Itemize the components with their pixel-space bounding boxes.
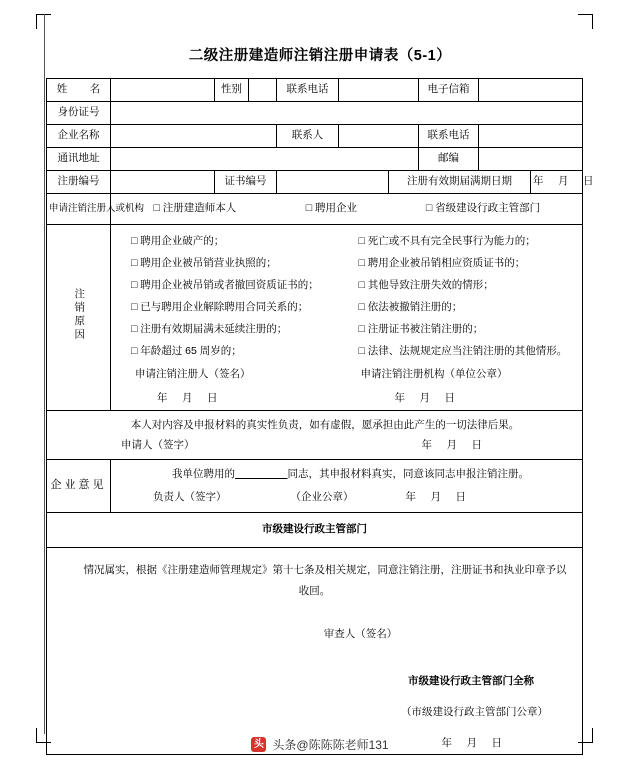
reason-item[interactable]: □ 注册有效期届满未延续注册的； xyxy=(131,323,288,336)
watermark-text: 头条@陈陈陈老师131 xyxy=(272,738,389,752)
label-reason: 注销原因 xyxy=(47,225,111,411)
table-row-id xyxy=(47,102,583,125)
company-opinion-date[interactable]: 年 月 日 xyxy=(405,491,468,503)
label-contact-person: 联系人 xyxy=(277,125,339,148)
reason-item[interactable]: □ 注册证书被注销注册的； xyxy=(358,323,484,336)
page-title: 二级注册建造师注销注册申请表（5-1） xyxy=(188,48,452,64)
label-id-number: 身份证号 xyxy=(47,102,111,125)
company-opinion-seal: （企业公章） xyxy=(290,491,354,503)
label-expiry-date: 注册有效期届满期日期 xyxy=(389,171,531,194)
label-gender: 性别 xyxy=(215,79,249,102)
reason-item[interactable]: □ 依法被撤销注册的； xyxy=(358,301,463,314)
field-company-name[interactable] xyxy=(111,125,277,148)
reason-content xyxy=(111,225,583,411)
company-opinion-signature-row xyxy=(113,485,580,509)
reason-item[interactable]: □ 法律、法规规定应当注销注册的其他情形。 xyxy=(358,345,568,358)
field-email[interactable] xyxy=(479,79,583,102)
toutiao-logo-icon: 头 xyxy=(251,737,266,752)
label-certificate-number: 证书编号 xyxy=(215,171,277,194)
reason-item[interactable]: □ 聘用企业被吊销或者撤回资质证书的； xyxy=(131,279,319,292)
table-row-company xyxy=(47,125,583,148)
checkbox-option-authority[interactable]: □ 省级建设行政主管部门 xyxy=(425,202,541,215)
crop-mark-top-right xyxy=(578,14,593,29)
field-name[interactable] xyxy=(111,79,215,102)
company-opinion-text xyxy=(113,463,580,485)
label-company-opinion: 企业意见 xyxy=(47,460,111,513)
authority-date[interactable]: 年 月 日 xyxy=(441,737,504,749)
reason-item[interactable]: □ 聘用企业破产的； xyxy=(131,235,225,248)
applicant-type-options xyxy=(111,194,583,225)
label-company-name: 企业名称 xyxy=(47,125,111,148)
reason-signature-organization: 申请注销注册机构（单位公章） xyxy=(360,368,508,381)
label-applicant-type: 申请注销注册人或机构 xyxy=(47,194,111,225)
label-address: 通讯地址 xyxy=(47,148,111,171)
authority-org-name: 市级建设行政主管部门全称 xyxy=(408,675,534,687)
table-row-registration xyxy=(47,171,583,194)
field-phone[interactable] xyxy=(339,79,419,102)
reason-item[interactable]: □ 聘用企业被吊销相应资质证书的； xyxy=(358,257,526,270)
table-row-name xyxy=(47,79,583,102)
watermark xyxy=(0,736,640,753)
table-row-reason xyxy=(47,225,583,411)
checkbox-option-company[interactable]: □ 聘用企业 xyxy=(305,202,357,215)
reason-signature-applicant: 申请注销注册人（签名） xyxy=(135,368,251,381)
label-phone: 联系电话 xyxy=(277,79,339,102)
checkbox-option-self[interactable]: □ 注册建造师本人 xyxy=(153,202,237,215)
reason-date-applicant[interactable]: 年 月 日 xyxy=(157,391,220,404)
field-registration-number[interactable] xyxy=(111,171,215,194)
authority-seal: （市级建设行政主管部门公章） xyxy=(401,706,548,718)
authority-content xyxy=(47,548,583,755)
authority-reviewer: 审查人（签名） xyxy=(323,628,398,640)
field-contact-phone[interactable] xyxy=(479,125,583,148)
table-row-company-opinion xyxy=(47,460,583,513)
reason-item[interactable]: □ 年龄超过 65 周岁的； xyxy=(131,345,242,358)
table-row-address xyxy=(47,148,583,171)
declaration-date[interactable]: 年 月 日 xyxy=(421,439,484,451)
authority-heading: 市级建设行政主管部门 xyxy=(47,513,583,548)
label-registration-number: 注册编号 xyxy=(47,171,111,194)
table-row-authority-body xyxy=(47,548,583,755)
declaration-text: 本人对内容及申报材料的真实性负责，如有虚假，愿承担由此产生的一切法律后果。 xyxy=(130,419,520,431)
company-opinion-content xyxy=(111,460,583,513)
application-form-table xyxy=(46,78,596,755)
company-opinion-blank[interactable] xyxy=(235,468,288,480)
declaration-block xyxy=(47,411,583,460)
label-email: 电子信箱 xyxy=(419,79,479,102)
label-contact-phone: 联系电话 xyxy=(419,125,479,148)
table-row-declaration xyxy=(47,411,583,460)
declaration-signer: 申请人（签字） xyxy=(121,439,195,451)
field-id-number[interactable] xyxy=(111,102,583,125)
field-certificate-number[interactable] xyxy=(277,171,389,194)
reason-item[interactable]: □ 聘用企业被吊销营业执照的； xyxy=(131,257,277,270)
label-name: 姓 名 xyxy=(47,79,111,102)
table-row-applicant-type xyxy=(47,194,583,225)
field-address[interactable] xyxy=(111,148,419,171)
label-postcode: 邮编 xyxy=(419,148,479,171)
field-contact-person[interactable] xyxy=(339,125,419,148)
reason-item[interactable]: □ 其他导致注册失效的情形； xyxy=(358,279,494,292)
company-opinion-prefix: 我单位聘用的 xyxy=(172,468,235,480)
reason-date-organization[interactable]: 年 月 日 xyxy=(394,391,457,404)
authority-text: 情况属实，根据《注册建造师管理规定》第十七条及相关规定，同意注销注册，注册证书和执业印章予以收回。 xyxy=(83,564,567,597)
page-margin-rule xyxy=(44,14,45,734)
company-opinion-suffix: 同志，其申报材料真实，同意该同志申报注销注册。 xyxy=(287,468,529,480)
field-expiry-date[interactable]: 年 月 日 xyxy=(531,171,583,194)
company-opinion-leader: 负责人（签字） xyxy=(153,491,227,503)
reason-item[interactable]: □ 死亡或不具有完全民事行为能力的； xyxy=(358,235,536,248)
reason-item[interactable]: □ 已与聘用企业解除聘用合同关系的； xyxy=(131,301,309,314)
reason-right-column xyxy=(353,230,581,362)
reason-left-column xyxy=(113,230,353,362)
table-row-authority-heading xyxy=(47,513,583,548)
field-postcode[interactable] xyxy=(479,148,583,171)
field-gender[interactable] xyxy=(249,79,277,102)
